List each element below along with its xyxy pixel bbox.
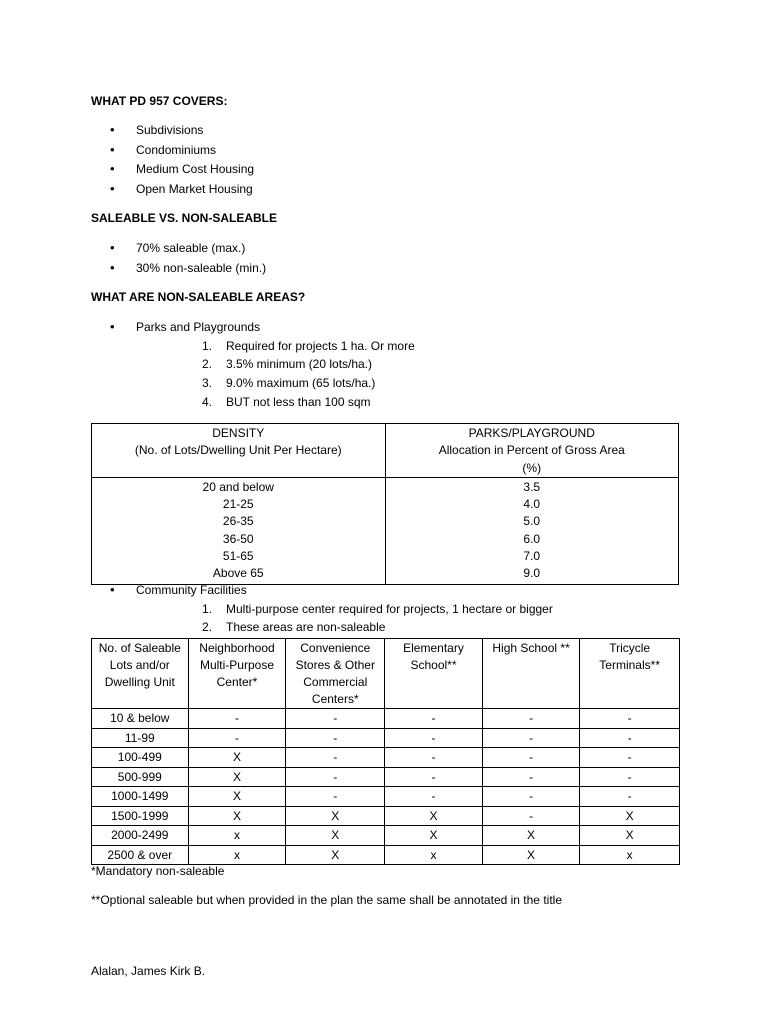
author-name: Alalan, James Kirk B. xyxy=(91,964,206,978)
table-row: 11-99 - - - - - xyxy=(92,728,680,748)
table-row: 1000-1499 X - - - - xyxy=(92,787,680,807)
footnote-optional: **Optional saleable but when provided in the plan the same shall be annotated in the title xyxy=(91,893,562,907)
allocation-header-cell: PARKS/PLAYGROUND Allocation in Percent of Gross Area (%) xyxy=(385,424,679,478)
list-item: • 30% non-saleable (min.) xyxy=(136,261,266,275)
allocation-values-cell: 3.5 4.0 5.0 6.0 7.0 9.0 xyxy=(385,477,679,584)
table-row xyxy=(92,477,679,584)
header-saleable-lots: No. of Saleable Lots and/or Dwelling Unit xyxy=(92,639,189,709)
list-item: • Open Market Housing xyxy=(136,182,253,196)
header-elementary-school: Elementary School** xyxy=(385,639,483,709)
list-item-parks: • Parks and Playgrounds xyxy=(136,320,260,334)
table-row: 1500-1999 X X X - X xyxy=(92,806,680,826)
numbered-item: 2. 3.5% minimum (20 lots/ha.) xyxy=(202,357,373,371)
table-row: 2500 & over x X x X x xyxy=(92,845,680,865)
table-row: 10 & below - - - - - xyxy=(92,709,680,729)
table-row: 500-999 X - - - - xyxy=(92,767,680,787)
list-item: • Condominiums xyxy=(136,143,216,157)
heading-saleable-vs-non-saleable: SALEABLE VS. NON-SALEABLE xyxy=(91,211,278,225)
footnote-mandatory: *Mandatory non-saleable xyxy=(91,864,225,878)
header-tricycle-terminals: Tricycle Terminals** xyxy=(580,639,680,709)
table-row: 100-499 X - - - - xyxy=(92,748,680,768)
numbered-item: 4. BUT not less than 100 sqm xyxy=(202,395,371,409)
list-item: • 70% saleable (max.) xyxy=(136,241,245,255)
heading-non-saleable-areas: WHAT ARE NON-SALEABLE AREAS? xyxy=(91,290,306,304)
heading-pd957-covers: WHAT PD 957 COVERS: xyxy=(91,94,228,108)
density-values-cell: 20 and below 21-25 26-35 36-50 51-65 Above 65 xyxy=(92,477,386,584)
header-high-school: High School ** xyxy=(482,639,579,709)
list-item: • Medium Cost Housing xyxy=(136,162,254,176)
numbered-item: 1. Required for projects 1 ha. Or more xyxy=(202,339,415,353)
list-item-community: • Community Facilities xyxy=(136,583,247,597)
numbered-item: 3. 9.0% maximum (65 lots/ha.) xyxy=(202,376,376,390)
numbered-item: 1. Multi-purpose center required for projects, 1 hectare or bigger xyxy=(202,602,553,616)
density-header-cell: DENSITY (No. of Lots/Dwelling Unit Per Hectare) xyxy=(92,424,386,478)
density-allocation-table xyxy=(91,423,679,585)
table-header-row xyxy=(92,424,679,478)
header-multipurpose-center: Neighborhood Multi-Purpose Center* xyxy=(188,639,286,709)
header-convenience-stores: Convenience Stores & Other Commercial Centers* xyxy=(286,639,385,709)
table-header-row xyxy=(92,639,680,709)
community-facilities-table xyxy=(91,638,680,865)
numbered-item: 2. These areas are non-saleable xyxy=(202,620,386,634)
table-row: 2000-2499 x X X X X xyxy=(92,826,680,846)
list-item: • Subdivisions xyxy=(136,123,203,137)
